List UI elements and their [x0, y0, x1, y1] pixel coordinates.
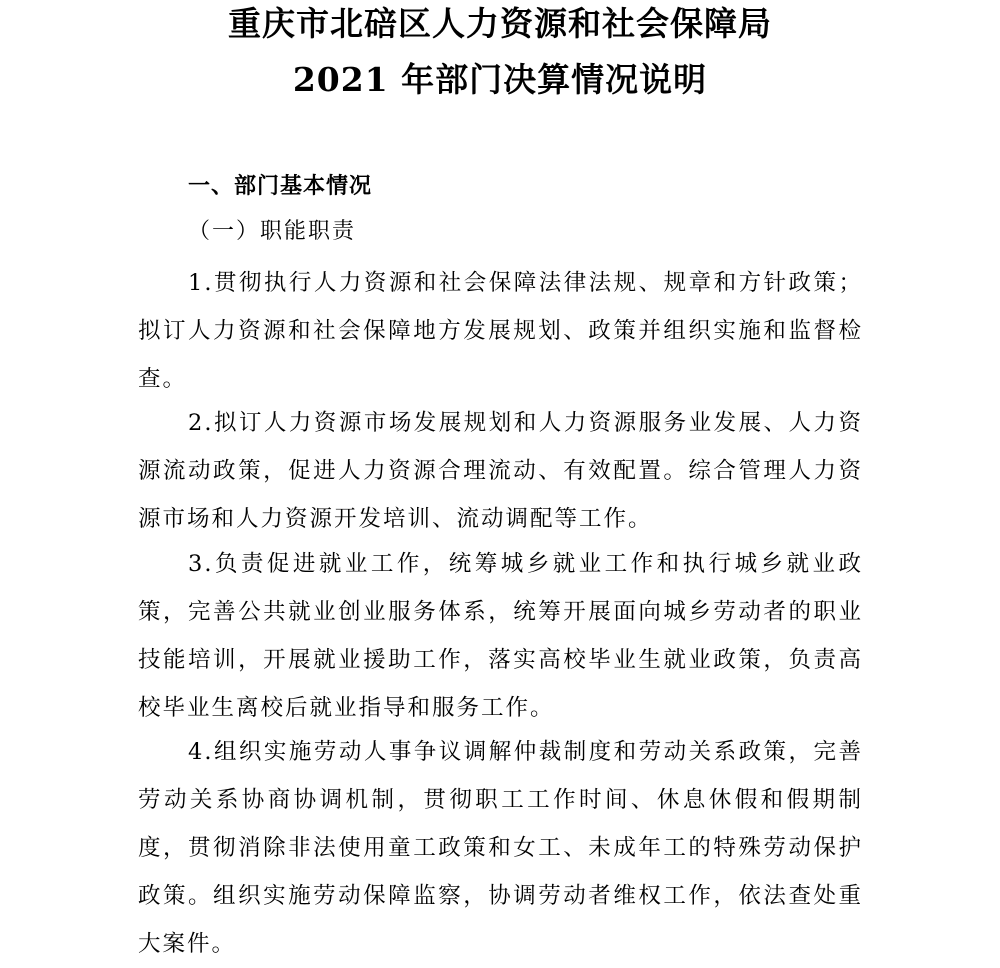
document-title-line-2: 2021 年部门决算情况说明 [292, 60, 708, 99]
paragraph-1: 1.贯彻执行人力资源和社会保障法律法规、规章和方针政策；拟订人力资源和社会保障地方发展规划、政策并组织实施和监督检查。 [138, 270, 863, 392]
subsection-heading: （一）职能职责 [188, 219, 357, 244]
section-heading: 一、部门基本情况 [188, 174, 373, 199]
document-title-line-1: 重庆市北碚区人力资源和社会保障局 [228, 4, 772, 43]
paragraph-3: 3.负责促进就业工作，统筹城乡就业工作和执行城乡就业政策，完善公共就业创业服务体系，统筹开展面向城乡劳动者的职业技能培训，开展就业援助工作，落实高校毕业生就业政策，负责高校毕业生离校后就业指导和服务工作。 [138, 551, 863, 721]
paragraph-4: 4.组织实施劳动人事争议调解仲裁制度和劳动关系政策，完善劳动关系协商协调机制，贯彻职工工作时间、休息休假和假期制度，贯彻消除非法使用童工政策和女工、未成年工的特殊劳动保护政策。组织实施劳动保障监察，协调劳动者维权工作，依法查处重大案件。 [138, 739, 863, 957]
paragraph-2: 2.拟订人力资源市场发展规划和人力资源服务业发展、人力资源流动政策，促进人力资源合理流动、有效配置。综合管理人力资源市场和人力资源开发培训、流动调配等工作。 [138, 410, 863, 532]
